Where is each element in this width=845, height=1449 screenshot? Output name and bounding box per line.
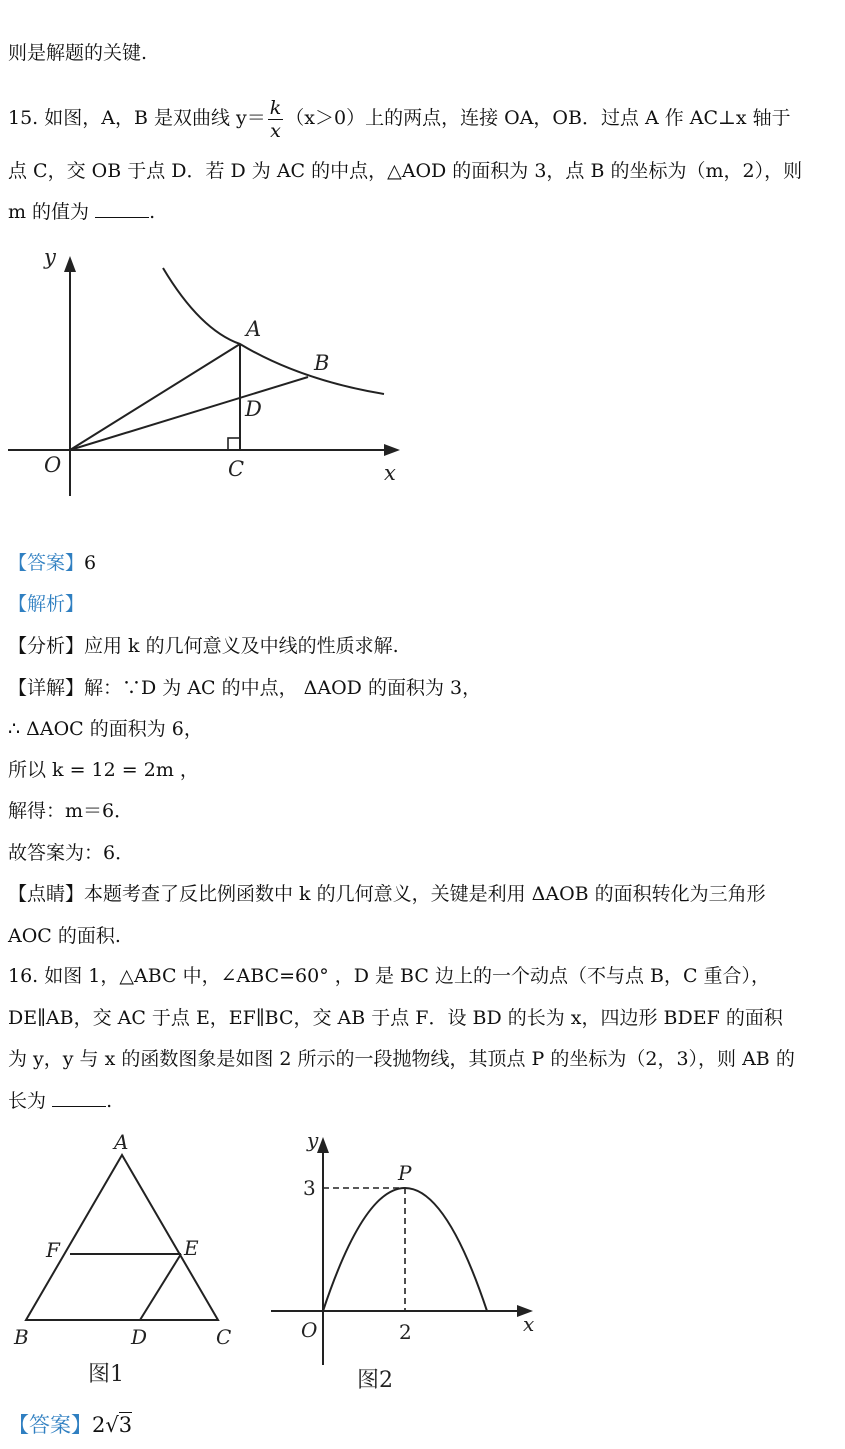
q15-line1-b: （x＞0）上的两点，连接 OA，OB．过点 A 作 AC⊥x 轴于: [285, 107, 791, 129]
q16-line1: 16. 如图 1，△ABC 中，∠ABC=60° ，D 是 BC 边上的一个动点（不与点 B，C 重合），: [8, 965, 771, 987]
a16-answer-radicand: 3: [118, 1413, 133, 1437]
label-three: 3: [303, 1176, 316, 1200]
fig1-caption: 图1: [88, 1362, 124, 1387]
a15-step2: 所以 k = 12 = 2m ，: [8, 759, 199, 781]
segment-ed: [140, 1254, 181, 1320]
x-axis-arrow: [384, 444, 400, 456]
q15-line3-end: .: [149, 201, 156, 223]
q15-answer-blank: [95, 199, 149, 218]
q16-figure2: [265, 1125, 555, 1400]
label-d: D: [131, 1325, 148, 1349]
q15-line3-text: m 的值为: [8, 201, 90, 223]
a15-step3: 解得：m＝6．: [8, 800, 134, 822]
label-e: E: [184, 1236, 199, 1260]
a15-answer: [8, 550, 96, 576]
segment-ob: [70, 377, 308, 450]
a15-comment1: 【点睛】本题考查了反比例函数中 k 的几何意义，关键是利用 ΔAOB 的面积转化为三角形: [8, 883, 766, 905]
sqrt-icon: √: [105, 1413, 119, 1437]
label-b: B: [14, 1325, 29, 1349]
a16-answer: [8, 1412, 132, 1438]
q15-frac-den: x: [270, 119, 281, 142]
q16-answer-blank: [52, 1088, 106, 1107]
a15-step1: ∴ ΔAOC 的面积为 6，: [8, 718, 203, 740]
label-c: C: [216, 1325, 232, 1349]
q16-figure1: [0, 1125, 250, 1395]
a15-answer-value: 6: [84, 552, 97, 574]
a15-detail: 【详解】解：∵D 为 AC 的中点， ΔAOD 的面积为 3，: [8, 677, 482, 699]
q16-line4-end: .: [106, 1090, 113, 1112]
label-o: O: [301, 1318, 318, 1342]
label-x: x: [523, 1312, 535, 1336]
a15-comment2: AOC 的面积.: [8, 925, 121, 947]
segment-oa: [70, 344, 240, 450]
a16-answer-coef: 2: [92, 1413, 106, 1437]
label-b: B: [314, 351, 330, 375]
label-p: P: [398, 1161, 412, 1185]
q16-line2: DE∥AB，交 AC 于点 E，EF∥BC，交 AB 于点 F．设 BD 的长为 x，四边形 BDEF 的面积: [8, 1007, 783, 1029]
q15-line3: [8, 199, 155, 225]
q15-figure: [0, 240, 420, 500]
label-y: y: [307, 1128, 319, 1152]
label-c: C: [228, 457, 245, 481]
label-a: A: [114, 1130, 129, 1154]
q16-line3: 为 y，y 与 x 的函数图象是如图 2 所示的一段抛物线，其顶点 P 的坐标为（2，3），则 AB 的: [8, 1048, 795, 1070]
label-f: F: [46, 1238, 60, 1262]
right-angle-mark: [228, 438, 240, 450]
a15-answer-tag: 【答案】: [8, 552, 85, 574]
label-y: y: [44, 245, 56, 269]
label-x: x: [384, 461, 396, 485]
a15-fenxi: 【分析】应用 k 的几何意义及中线的性质求解.: [8, 635, 399, 657]
q15-line2: 点 C，交 OB 于点 D．若 D 为 AC 的中点，△AOD 的面积为 3，点 B 的坐标为（m，2），则: [8, 160, 803, 182]
label-d: D: [245, 397, 262, 421]
q15-line1: [8, 96, 791, 140]
q15-line1-a: 15. 如图，A，B 是双曲线 y＝: [8, 107, 266, 129]
q15-frac-num: k: [269, 96, 282, 119]
a15-step4: 故答案为：6．: [8, 842, 135, 864]
fig2-caption: 图2: [357, 1368, 393, 1393]
y-axis-arrow: [317, 1137, 329, 1153]
q16-line4-text: 长为: [8, 1090, 47, 1112]
label-a: A: [246, 317, 262, 341]
a15-analysis-tag: 【解析】: [8, 593, 85, 615]
a16-answer-tag: 【答案】: [8, 1413, 92, 1437]
label-o: O: [44, 453, 62, 477]
y-axis-arrow: [64, 256, 76, 272]
q15-fraction: [268, 97, 284, 142]
q16-line4: [8, 1088, 112, 1114]
hyperbola-curve: [163, 268, 384, 394]
intro-line: 则是解题的关键.: [8, 42, 148, 64]
label-two: 2: [399, 1320, 412, 1344]
